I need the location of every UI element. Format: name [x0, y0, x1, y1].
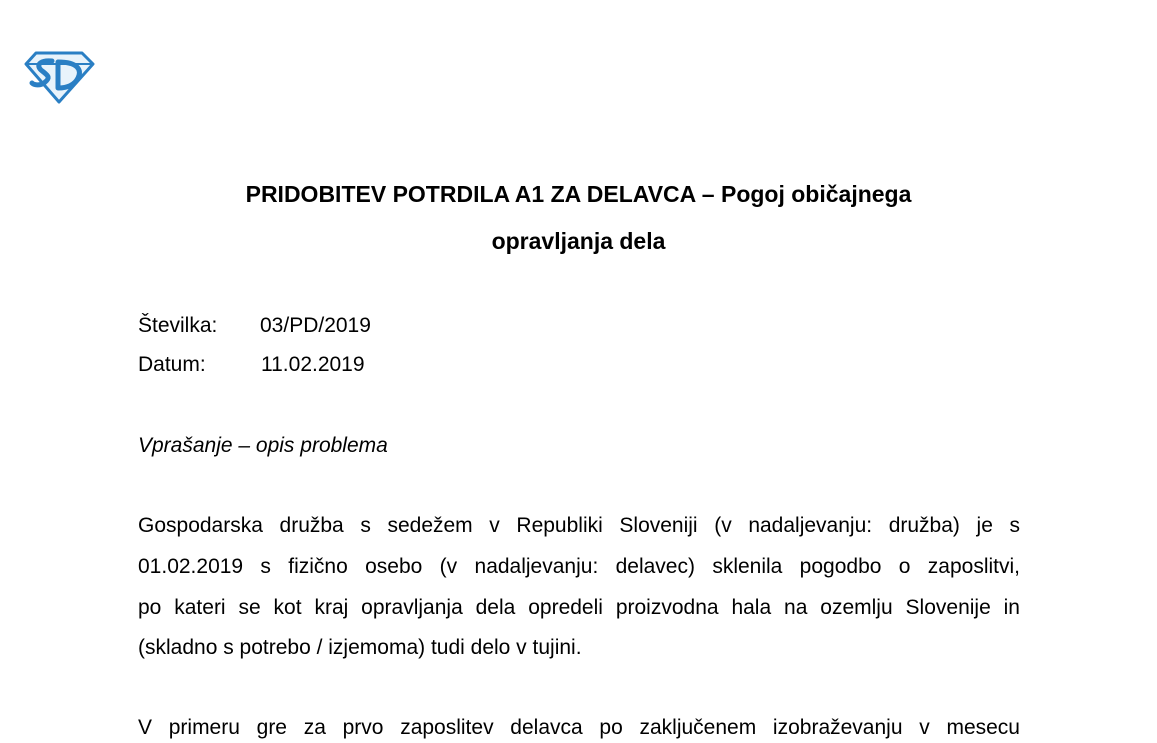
meta-date-value: 11.02.2019 [261, 353, 365, 376]
company-logo [22, 50, 96, 104]
paragraph-1-line-2: 01.02.2019 s fizično osebo (v nadaljevanju: delavec) sklenila pogodbo o zaposlitvi, [138, 555, 1020, 578]
meta-date-label: Datum: [138, 353, 206, 376]
document-title-line-2: opravljanja dela [491, 228, 666, 254]
paragraph-1-line-1: Gospodarska družba s sedežem v Republiki Sloveniji (v nadaljevanju: družba) je s [138, 514, 1020, 537]
document-title-line-1: PRIDOBITEV POTRDILA A1 ZA DELAVCA – Pogoj običajnega [245, 181, 912, 207]
meta-number-label: Številka: [138, 314, 218, 337]
paragraph-1-line-3: po kateri se kot kraj opravljanja dela opredeli proizvodna hala na ozemlju Slovenije in [138, 596, 1020, 619]
paragraph-1-line-4: (skladno s potrebo / izjemoma) tudi delo v tujini. [138, 636, 582, 659]
paragraph-2-line-1: V primeru gre za prvo zaposlitev delavca po zaključenem izobraževanju v mesecu [138, 716, 1020, 739]
meta-number-value: 03/PD/2019 [260, 314, 371, 337]
section-heading: Vprašanje – opis problema [138, 434, 388, 457]
